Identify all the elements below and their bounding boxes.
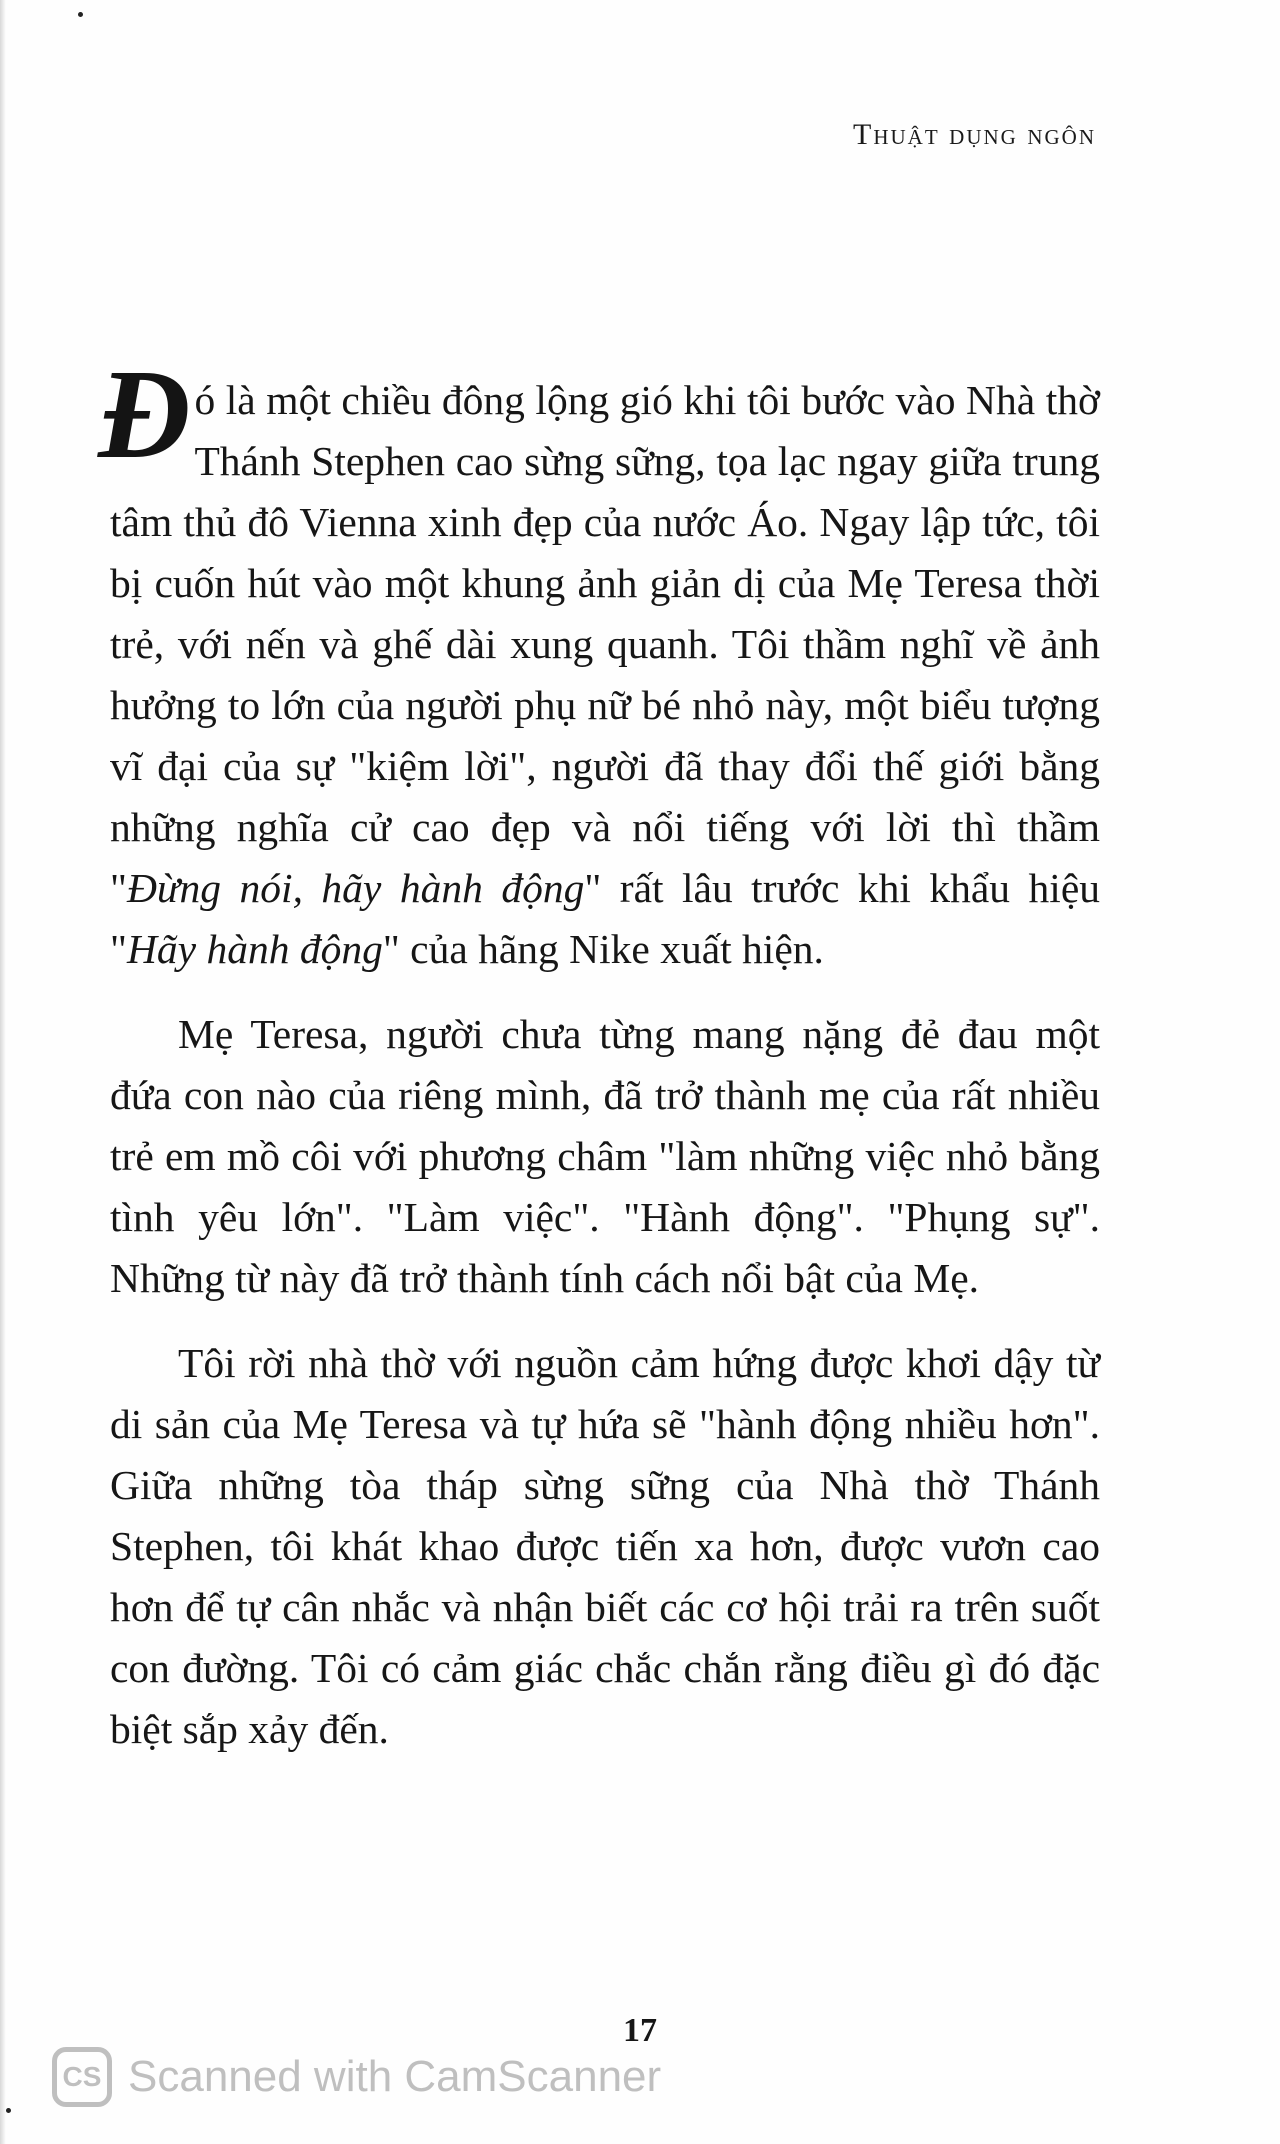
drop-cap: Đ [98,343,191,485]
paragraph-2: Mẹ Teresa, người chưa từng mang nặng đẻ đau một đứa con nào của riêng mình, đã trở thành mẹ của rất nhiều trẻ em mồ côi với phương châm "làm những việc nhỏ bằng tình yêu lớn". "Làm việc". "Hành động". "Phụng sự". Những từ này đã trở thành tính cách nổi bật của Mẹ. [110,1011,1100,1301]
paragraph-3: Tôi rời nhà thờ với nguồn cảm hứng được khơi dậy từ di sản của Mẹ Teresa và tự hứa sẽ "hành động nhiều hơn". Giữa những tòa tháp sừng sững của Nhà thờ Thánh Stephen, tôi khát khao được tiến xa hơn, được vươn cao hơn để tự cân nhắc và nhận biết các cơ hội trải ra trên suốt con đường. Tôi có cảm giác chắc chắn rằng điều gì đó đặc biệt sắp xảy đến. [110,1340,1100,1752]
paragraph-1-text: ó là một chiều đông lộng gió khi tôi bước vào Nhà thờ Thánh Stephen cao sừng sững, tọa lạc ngay giữa trung tâm thủ đô Vienna xinh đẹp của nước Áo. Ngay lập tức, tôi bị cuốn hút vào một khung ảnh giản dị của Mẹ Teresa thời trẻ, với nến và ghế dài xung quanh. Tôi thầm nghĩ về ảnh hưởng to lớn của người phụ nữ bé nhỏ này, một biểu tượng vĩ đại của sự "kiệm lời", người đã thay đổi thế giới bằng những nghĩa cử cao đẹp và nổi tiếng với lời thì thầm " [110,377,1100,911]
paragraph-1 [98,343,1100,980]
italic-quote-1: Đừng nói, hãy hành động [126,865,585,911]
body-text [98,343,1100,1784]
scan-speck [6,2108,11,2113]
paragraph-1-mid: " rất lâu trước khi khẩu hiệu " [110,865,1100,972]
italic-quote-2: Hãy hành động [126,926,383,972]
page-number: 17 [623,2012,657,2049]
camscanner-watermark [52,2044,661,2110]
watermark-text: Scanned with CamScanner [128,2052,662,2101]
paragraph-1-end: " của hãng Nike xuất hiện. [382,926,824,972]
camscanner-logo-icon: CS [52,2047,112,2107]
scan-speck [78,12,83,17]
page-left-edge [0,0,6,2144]
running-title: Thuật dụng ngôn [853,118,1096,151]
